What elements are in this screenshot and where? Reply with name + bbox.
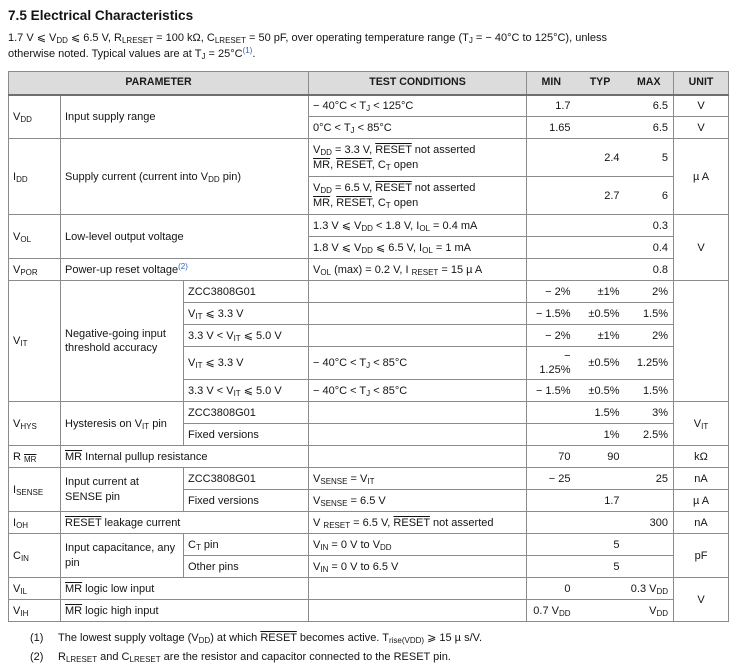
cell-desc: Low-level output voltage <box>61 215 309 259</box>
cell-sym: $I_{SENSE}$ <box>9 468 61 512</box>
cell-unit: $V_{IT}$ <box>674 402 729 446</box>
cell-min <box>527 490 576 512</box>
cell-cond: $V_{IN} = 0$ V to 6.5 V <box>309 556 527 578</box>
cell-unit: nA <box>674 512 729 534</box>
cell-desc: $\overline{MR}$ Internal pullup resistance <box>61 446 309 468</box>
column-header-max: MAX <box>625 71 674 94</box>
cell-cond <box>309 303 527 325</box>
table-row <box>9 468 729 490</box>
cell-max <box>625 490 674 512</box>
cell-cond: $V_{DD} = 6.5$ V, RESET not asserted $\overline{MR}$, RESET, $C_T$ open <box>309 177 527 215</box>
cell-sym: $V_{HYS}$ <box>9 402 61 446</box>
cell-desc: Hysteresis on $V_{IT}$ pin <box>61 402 184 446</box>
cell-sym: $V_{IL}$ <box>9 578 61 600</box>
cell-typ: 1.5% <box>576 402 625 424</box>
cell-desc: $\overline{MR}$ logic low input <box>61 578 309 600</box>
cell-min: − 2% <box>527 325 576 347</box>
table-header-row <box>9 71 729 94</box>
cell-desc: Supply current (current into $V_{DD}$ pin) <box>61 139 309 215</box>
cell-sub: 3.3 $V < V_{IT}$ ⩽ 5.0 V <box>184 380 309 402</box>
cell-min: − 1.5% <box>527 303 576 325</box>
cell-unit <box>674 281 729 402</box>
cell-desc: Input capacitance, any pin <box>61 534 184 578</box>
cell-cond: − $40^\circ C < T_J < 85^\circ C$ <box>309 380 527 402</box>
cell-cond: $V_{DD} = 3.3$ V, RESET not asserted $\overline{MR}$, RESET, $C_T$ open <box>309 139 527 177</box>
cell-typ: 2.4 <box>576 139 625 177</box>
cell-typ: ±0.5% <box>576 347 625 380</box>
cell-sub: Other pins <box>184 556 309 578</box>
cell-typ: ±1% <box>576 325 625 347</box>
cell-max: 2.5% <box>625 424 674 446</box>
cell-cond <box>309 424 527 446</box>
column-header-unit: UNIT <box>674 71 729 94</box>
cell-min <box>527 215 576 237</box>
cell-typ <box>576 468 625 490</box>
cell-sub: Fixed versions <box>184 424 309 446</box>
cell-sub: $C_T$ pin <box>184 534 309 556</box>
table-row <box>9 95 729 117</box>
cell-sub: $V_{IT}$ ⩽ 3.3 V <box>184 347 309 380</box>
cell-cond: 1.3 V ⩽ $V_{DD} < 1.8$ V, $I_{OL} = 0.4$ mA <box>309 215 527 237</box>
cell-sym: $V_{OL}$ <box>9 215 61 259</box>
table-row <box>9 578 729 600</box>
cell-typ <box>576 95 625 117</box>
cell-typ: 1.7 <box>576 490 625 512</box>
table-row <box>9 446 729 468</box>
cell-cond: $V_{IN} = 0$ V to $V_{DD}$ <box>309 534 527 556</box>
cell-desc: $\overline{MR}$ logic high input <box>61 600 309 622</box>
cell-max: $V_{DD}$ <box>625 600 674 622</box>
cell-min: − 1.5% <box>527 380 576 402</box>
cell-typ: 5 <box>576 556 625 578</box>
cell-max: 1.5% <box>625 303 674 325</box>
cell-typ <box>576 117 625 139</box>
cell-min: − 2% <box>527 281 576 303</box>
cell-max: 300 <box>625 512 674 534</box>
cell-cond: $V_{SENSE} = 6.5$ V <box>309 490 527 512</box>
cell-max: 25 <box>625 468 674 490</box>
cell-min: 1.65 <box>527 117 576 139</box>
cell-min <box>527 139 576 177</box>
table-row <box>9 534 729 556</box>
cell-unit: nA <box>674 468 729 490</box>
column-header-param: PARAMETER <box>9 71 309 94</box>
cell-unit: pF <box>674 534 729 578</box>
cell-max: 2% <box>625 325 674 347</box>
cell-cond <box>309 325 527 347</box>
cell-max <box>625 534 674 556</box>
cell-unit: V <box>674 95 729 117</box>
cell-typ <box>576 215 625 237</box>
cell-max: 0.3 $V_{DD}$ <box>625 578 674 600</box>
cell-typ <box>576 600 625 622</box>
cell-min: 0.7 $V_{DD}$ <box>527 600 576 622</box>
cell-desc: Input current at SENSE pin <box>61 468 184 512</box>
cell-sub: $V_{IT}$ ⩽ 3.3 V <box>184 303 309 325</box>
cell-sub: Fixed versions <box>184 490 309 512</box>
cell-max <box>625 446 674 468</box>
cell-max: 5 <box>625 139 674 177</box>
cell-unit: µ A <box>674 490 729 512</box>
cell-min <box>527 177 576 215</box>
cell-cond: − $40^\circ C < T_J < 85^\circ C$ <box>309 347 527 380</box>
cell-sub: ZCC3808G01 <box>184 281 309 303</box>
cell-typ <box>576 512 625 534</box>
cell-unit: V <box>674 578 729 622</box>
table-row <box>9 259 729 281</box>
cell-unit: kΩ <box>674 446 729 468</box>
cell-cond: 1.8 V ⩽ $V_{DD}$ ⩽ 6.5 V, $I_{OL} = 1$ mA <box>309 237 527 259</box>
cell-sym: R $_{\overline{MR}}$ <box>9 446 61 468</box>
table-row <box>9 402 729 424</box>
cell-cond <box>309 446 527 468</box>
cell-typ: 5 <box>576 534 625 556</box>
cell-typ <box>576 259 625 281</box>
footnote-number: (1) <box>30 632 44 645</box>
cell-desc: Power-up reset voltage$^{(2)}$ <box>61 259 309 281</box>
cell-cond: $V_{OL}$ (max) = 0.2 V, I $_{RESET}$ = 15 µ A <box>309 259 527 281</box>
cell-unit: V <box>674 117 729 139</box>
cell-max: 0.3 <box>625 215 674 237</box>
footnote <box>30 650 728 665</box>
cell-typ: ±0.5% <box>576 380 625 402</box>
cell-max: 0.8 <box>625 259 674 281</box>
cell-max: 3% <box>625 402 674 424</box>
cell-sym: $V_{IT}$ <box>9 281 61 402</box>
table-row <box>9 281 729 303</box>
cell-typ <box>576 578 625 600</box>
cell-cond: $0^\circ C < T_J < 85^\circ C$ <box>309 117 527 139</box>
cell-min: − 25 <box>527 468 576 490</box>
cell-sub: 3.3 $V < V_{IT}$ ⩽ 5.0 V <box>184 325 309 347</box>
cell-cond <box>309 578 527 600</box>
cell-max: 6 <box>625 177 674 215</box>
cell-typ <box>576 237 625 259</box>
cell-typ: 90 <box>576 446 625 468</box>
cell-cond <box>309 281 527 303</box>
footnote-ref-link[interactable]: (1) <box>242 45 253 55</box>
cell-max: 0.4 <box>625 237 674 259</box>
cell-cond: − $40^\circ C < T_J < 125^\circ C$ <box>309 95 527 117</box>
intro-conditions-text: 1.7 V ⩽ $V_{DD}$ ⩽ 6.5 V, $R_{LRESET} = 100$ kΩ, $C_{LRESET} = 50$ pF, over operating temperature range ($T_J$ = − 40°C to 125°C), unless otherwise noted. Typical values are at $T_J = 25^\circ C^{(1)}$. <box>8 32 607 61</box>
cell-desc: Negative-going input threshold accuracy <box>61 281 184 402</box>
cell-desc: Input supply range <box>61 95 309 139</box>
table-row <box>9 600 729 622</box>
cell-sym: $V_{DD}$ <box>9 95 61 139</box>
electrical-characteristics-table <box>8 71 729 622</box>
cell-sub: ZCC3808G01 <box>184 468 309 490</box>
column-header-typ: TYP <box>576 71 625 94</box>
column-header-min: MIN <box>527 71 576 94</box>
cell-cond: $V_{SENSE} = V_{IT}$ <box>309 468 527 490</box>
cell-min <box>527 512 576 534</box>
cell-sym: $V_{POR}$ <box>9 259 61 281</box>
cell-max: 2% <box>625 281 674 303</box>
cell-min <box>527 237 576 259</box>
cell-min <box>527 402 576 424</box>
cell-cond <box>309 402 527 424</box>
cell-typ: 1% <box>576 424 625 446</box>
cell-min <box>527 259 576 281</box>
cell-sym: $C_{IN}$ <box>9 534 61 578</box>
cell-min <box>527 534 576 556</box>
footnote-number: (2) <box>30 650 44 663</box>
column-header-cond: TEST CONDITIONS <box>309 71 527 94</box>
footnote-text: $R_{LRESET}$ and $C_{LRESET}$ are the resistor and capacitor connected to the RESET pin. <box>58 650 451 664</box>
cell-cond: V $_{RESET}$ = 6.5 V, RESET not asserted <box>309 512 527 534</box>
cell-min <box>527 556 576 578</box>
cell-sym: $I_{DD}$ <box>9 139 61 215</box>
cell-unit: µ A <box>674 139 729 215</box>
cell-min <box>527 424 576 446</box>
table-row <box>9 512 729 534</box>
cell-typ: ±1% <box>576 281 625 303</box>
section-title: 7.5 Electrical Characteristics <box>8 8 194 23</box>
footnote-ref-link[interactable]: (2) <box>178 261 188 271</box>
cell-sub: ZCC3808G01 <box>184 402 309 424</box>
cell-typ: 2.7 <box>576 177 625 215</box>
cell-max: 6.5 <box>625 117 674 139</box>
cell-cond <box>309 600 527 622</box>
cell-max: 1.5% <box>625 380 674 402</box>
cell-min: − 1.25% <box>527 347 576 380</box>
cell-typ: ±0.5% <box>576 303 625 325</box>
cell-max <box>625 556 674 578</box>
cell-max: 1.25% <box>625 347 674 380</box>
table-row <box>9 215 729 237</box>
cell-min: 70 <box>527 446 576 468</box>
cell-sym: $V_{IH}$ <box>9 600 61 622</box>
cell-desc: RESET leakage current <box>61 512 309 534</box>
cell-unit: V <box>674 215 729 281</box>
table-row <box>9 139 729 177</box>
footnote-text: The lowest supply voltage $(V_{DD})$ at which RESET becomes active. $T_{rise(VDD)}$ ⩾ 15 µ s/V. <box>58 632 483 646</box>
cell-min: 1.7 <box>527 95 576 117</box>
cell-sym: $I_{OH}$ <box>9 512 61 534</box>
cell-min: 0 <box>527 578 576 600</box>
cell-max: 6.5 <box>625 95 674 117</box>
footnotes <box>8 631 728 665</box>
